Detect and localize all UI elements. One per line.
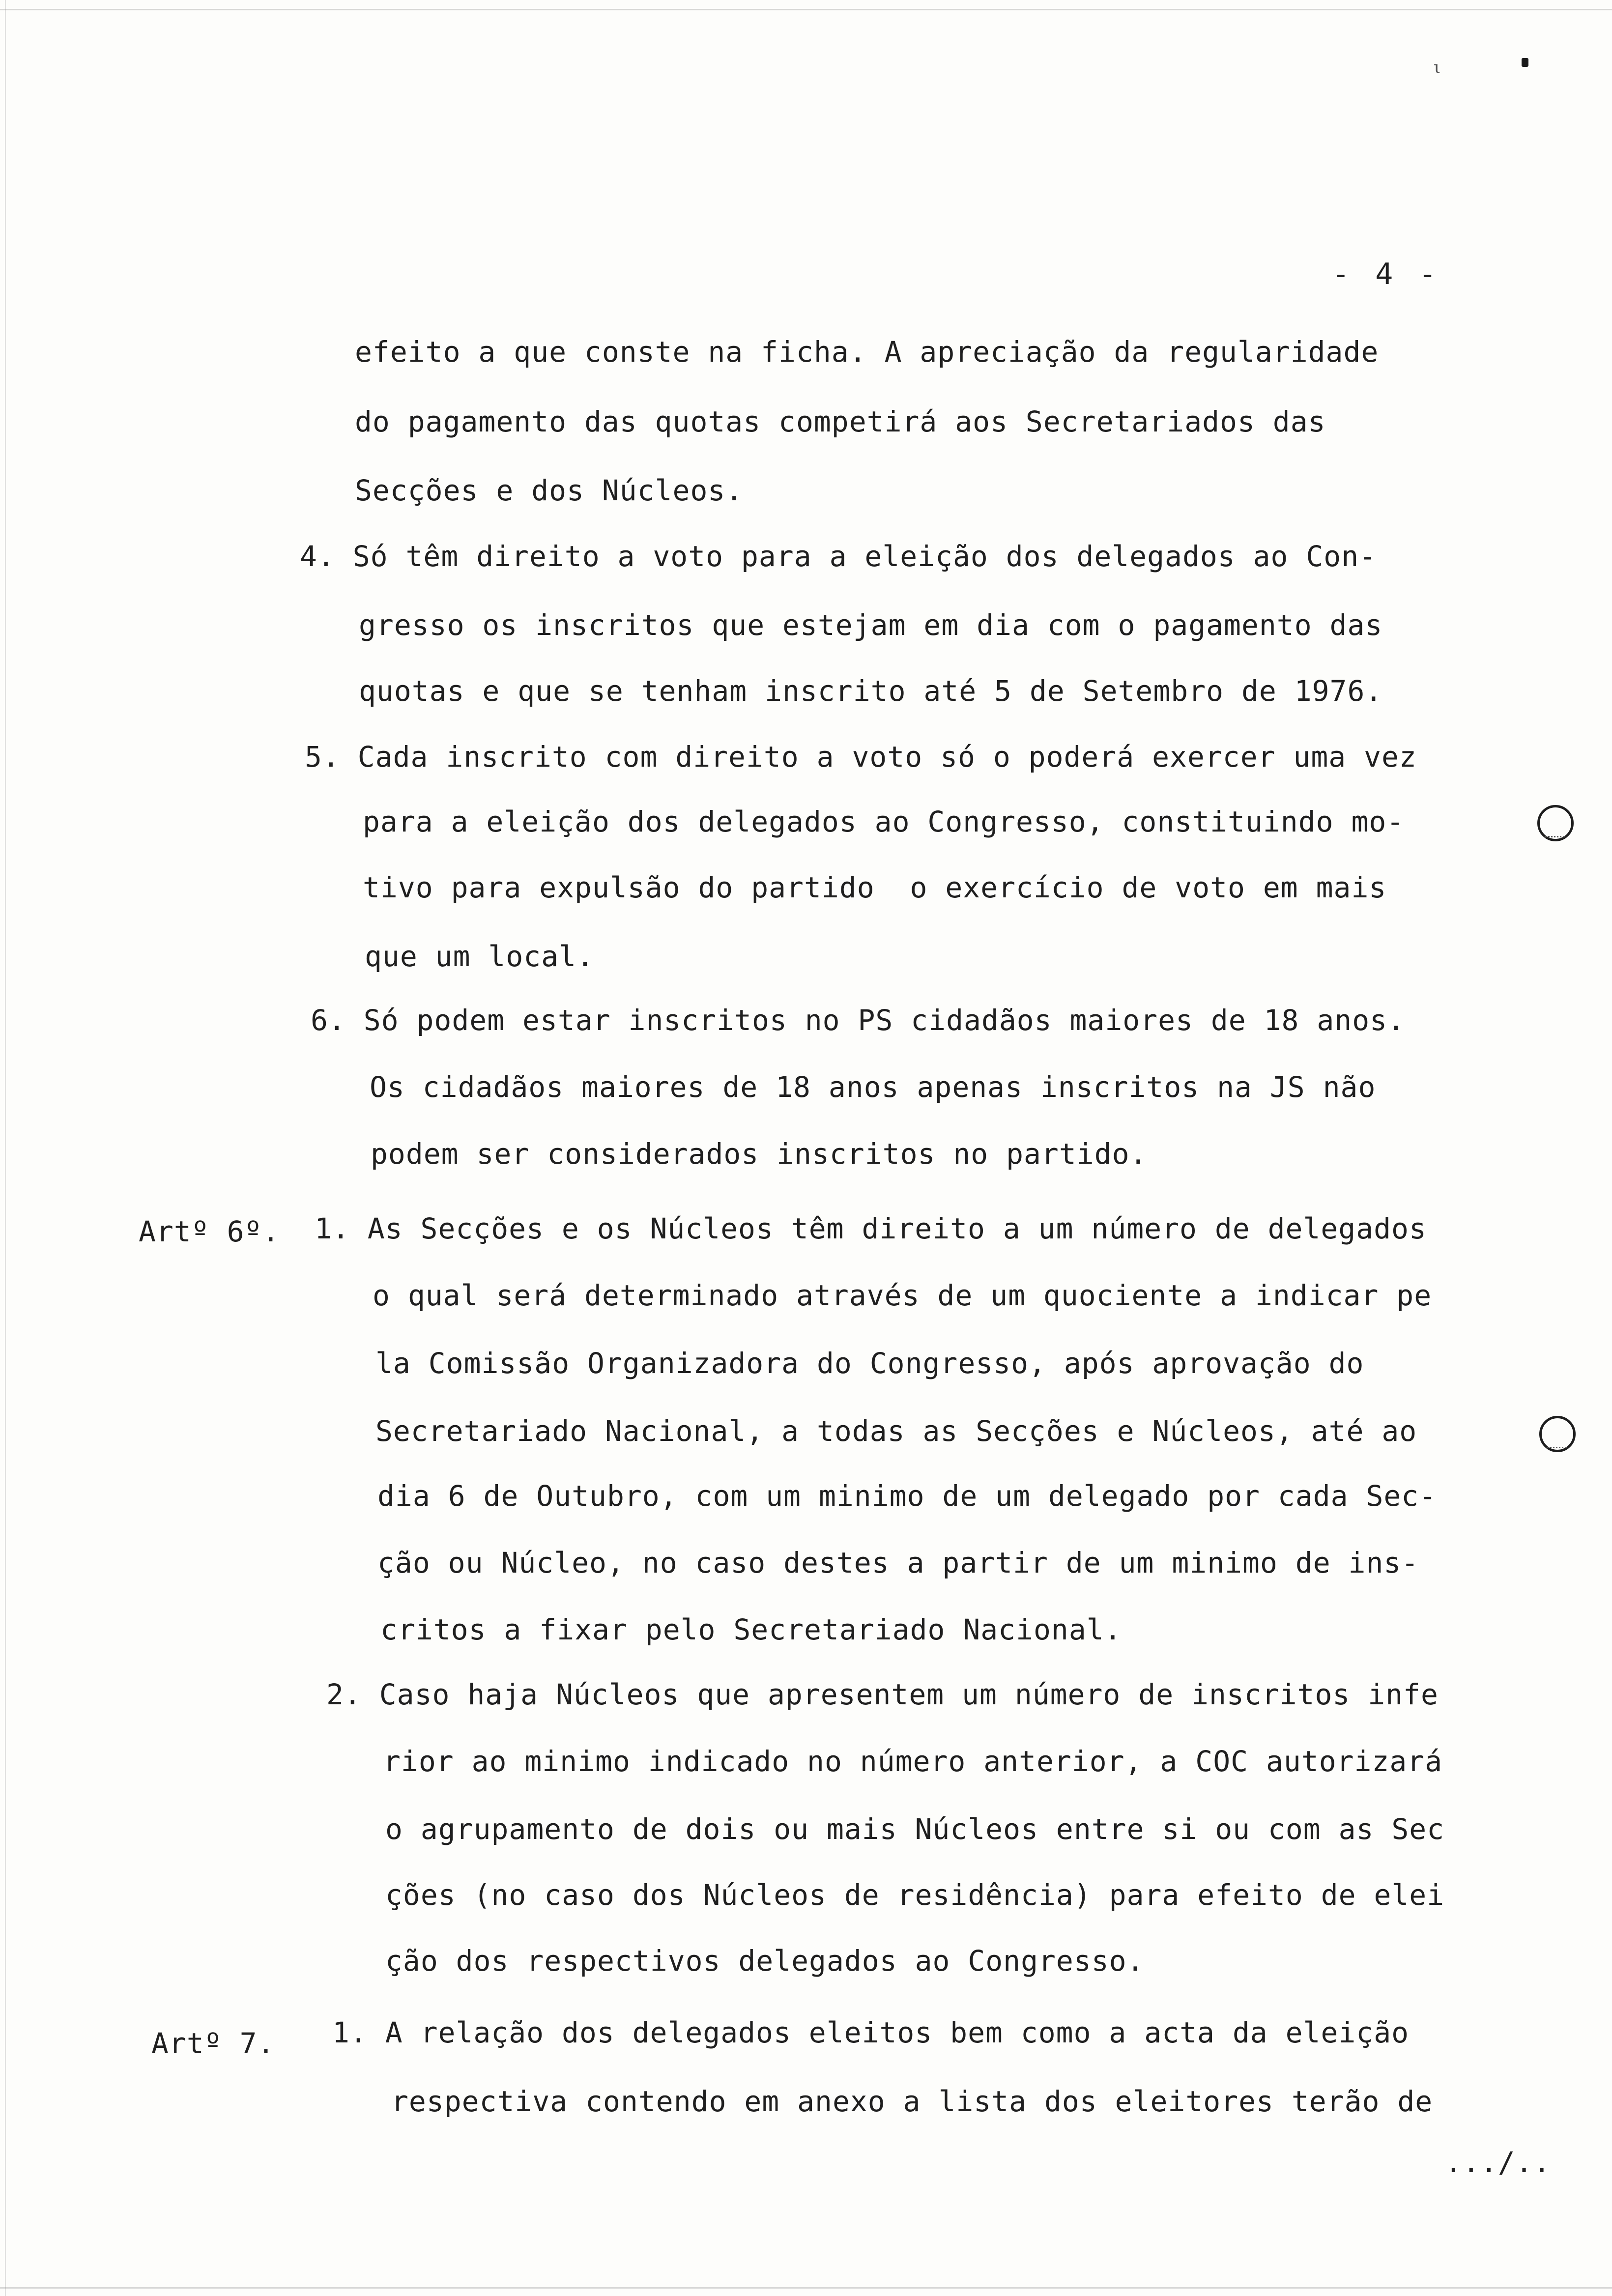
punch-hole-mark [1537, 805, 1574, 841]
text-line: ção ou Núcleo, no caso destes a partir de um minimo de ins- [377, 1546, 1419, 1579]
bottom-scan-edge [0, 2287, 1612, 2289]
text-line: que um local. [365, 940, 594, 973]
text-line: o agrupamento de dois ou mais Núcleos entre si ou com as Sec [385, 1812, 1445, 1846]
text-line: Os cidadãos maiores de 18 anos apenas inscritos na JS não [370, 1070, 1376, 1104]
text-line: 6. Só podem estar inscritos no PS cidadãos maiores de 18 anos. [311, 1004, 1405, 1037]
text-line: 2. Caso haja Núcleos que apresentem um número de inscritos infe [326, 1678, 1439, 1711]
continuation-marker: .../.. [1445, 2146, 1551, 2179]
text-line: Secretariado Nacional, a todas as Secções e Núcleos, até ao [375, 1414, 1417, 1448]
scan-mark: ι [1432, 58, 1442, 78]
top-scan-edge [0, 9, 1612, 10]
text-line: 1. As Secções e os Núcleos têm direito a um número de delegados [315, 1212, 1427, 1245]
text-line: para a eleição dos delegados ao Congresso, constituindo mo- [363, 805, 1405, 838]
text-line: la Comissão Organizadora do Congresso, após aprovação do [375, 1347, 1364, 1380]
text-line: tivo para expulsão do partido o exercício de voto em mais [363, 871, 1387, 904]
text-line: ções (no caso dos Núcleos de residência) para efeito de elei [385, 1878, 1445, 1912]
text-line: gresso os inscritos que estejam em dia com o pagamento das [359, 608, 1383, 642]
text-line: o qual será determinado através de um quociente a indicar pe [373, 1279, 1432, 1312]
article-label: Artº 6º. [139, 1215, 280, 1248]
punch-hole-mark [1539, 1416, 1576, 1452]
text-line: quotas e que se tenham inscrito até 5 de Setembro de 1976. [359, 674, 1383, 708]
scan-dot [1522, 58, 1528, 67]
text-line: 5. Cada inscrito com direito a voto só o poderá exercer uma vez [305, 740, 1417, 774]
text-line: ção dos respectivos delegados ao Congresso. [385, 1944, 1145, 1978]
text-line: podem ser considerados inscritos no partido. [371, 1137, 1148, 1171]
text-line: 1. A relação dos delegados eleitos bem como a acta da eleição [332, 2016, 1410, 2049]
article-label: Artº 7. [151, 2027, 275, 2060]
text-line: rior ao minimo indicado no número anterior, a COC autorizará [383, 1745, 1443, 1778]
left-scan-edge [5, 0, 6, 2296]
text-line: dia 6 de Outubro, com um minimo de um delegado por cada Sec- [377, 1479, 1437, 1513]
page-number: - 4 - [1332, 257, 1440, 291]
text-line: Secções e dos Núcleos. [355, 474, 744, 507]
text-line: critos a fixar pelo Secretariado Nacional. [380, 1613, 1122, 1646]
text-line: do pagamento das quotas competirá aos Secretariados das [355, 405, 1326, 438]
text-line: efeito a que conste na ficha. A apreciação da regularidade [355, 335, 1379, 369]
text-line: 4. Só têm direito a voto para a eleição dos delegados ao Con- [300, 540, 1377, 573]
text-line: respectiva contendo em anexo a lista dos eleitores terão de [391, 2085, 1433, 2118]
